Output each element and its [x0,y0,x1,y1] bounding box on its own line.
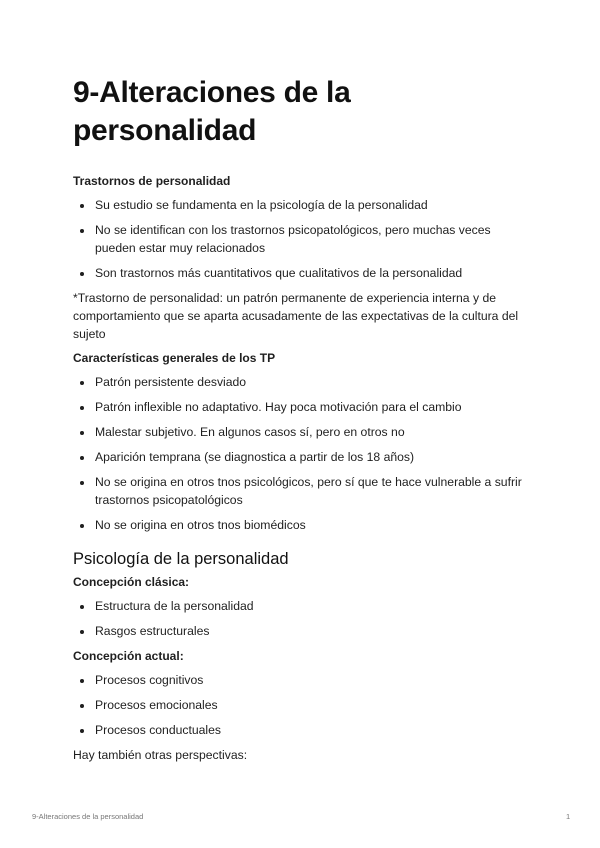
list-item: Son trastornos más cuantitativos que cualitativos de la personalidad [73,264,533,282]
section-heading-psicologia: Psicología de la personalidad [73,550,289,568]
list-concepcion-actual [73,671,533,739]
list-item: Estructura de la personalidad [73,597,533,615]
section-heading-trastornos: Trastornos de personalidad [73,174,231,188]
list-caracteristicas [73,373,533,534]
list-item: Rasgos estructurales [73,622,533,640]
list-item: Su estudio se fundamenta en la psicología de la personalidad [73,196,533,214]
list-item: Procesos emocionales [73,696,533,714]
footer-page-number: 1 [566,812,571,821]
list-item: Malestar subjetivo. En algunos casos sí, pero en otros no [73,423,533,441]
page-title: 9-Alteraciones de la personalidad [73,76,351,147]
list-item: No se origina en otros tnos psicológicos, pero sí que te hace vulnerable a sufrir trastornos psicopatológicos [73,473,533,509]
list-item: Procesos cognitivos [73,671,533,689]
list-trastornos [73,196,533,282]
list-concepcion-clasica [73,597,533,640]
list-item: Aparición temprana (se diagnostica a partir de los 18 años) [73,448,533,466]
definition-note: *Trastorno de personalidad: un patrón permanente de experiencia interna y de comportamiento que se aparta acusadamente de las expectativas de la cultura del sujeto [73,291,519,341]
list-item: Patrón persistente desviado [73,373,533,391]
list-item: Procesos conductuales [73,721,533,739]
closing-text: Hay también otras perspectivas: [73,748,248,762]
list-item: Patrón inflexible no adaptativo. Hay poca motivación para el cambio [73,398,533,416]
footer-doc-title: 9-Alteraciones de la personalidad [32,812,144,821]
subheading-concepcion-actual: Concepción actual: [73,649,184,663]
list-item: No se origina en otros tnos biomédicos [73,516,533,534]
document-body [73,74,533,764]
section-heading-caracteristicas: Características generales de los TP [73,351,276,365]
subheading-concepcion-clasica: Concepción clásica: [73,575,190,589]
list-item: No se identifican con los trastornos psicopatológicos, pero muchas veces pueden estar muy relacionados [73,221,533,257]
